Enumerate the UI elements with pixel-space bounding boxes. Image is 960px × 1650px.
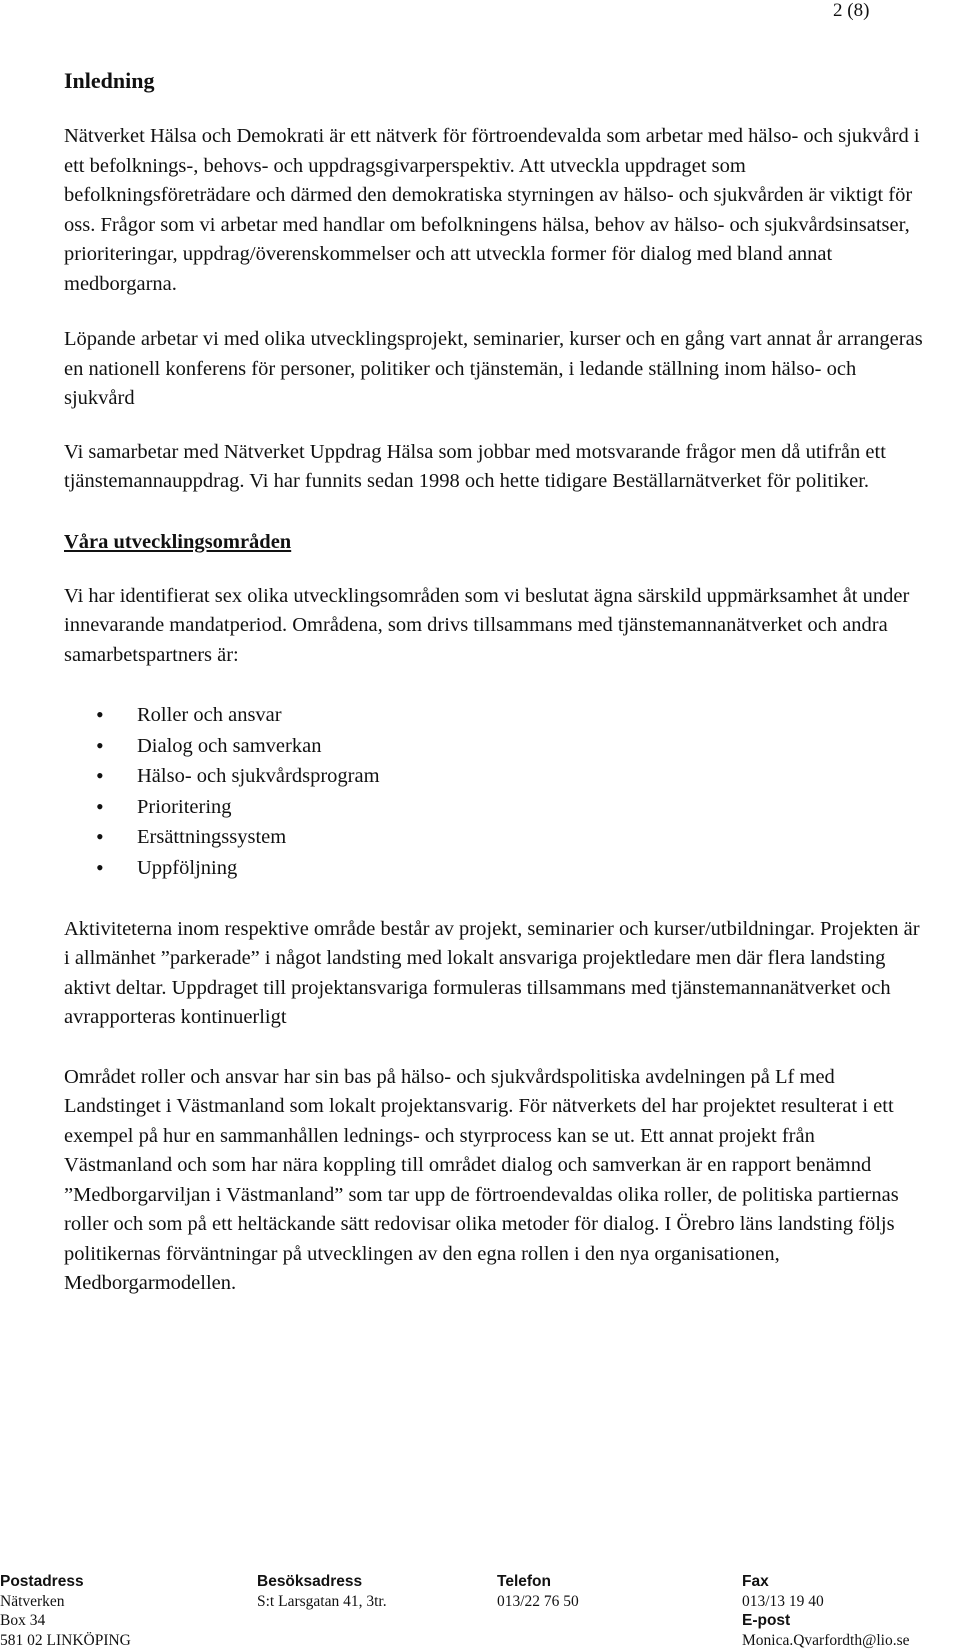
footer-postadress-line-1: Nätverken	[0, 1592, 131, 1612]
document-body	[64, 66, 924, 1323]
footer-fax-epost	[742, 1572, 910, 1650]
footer-label-epost: E-post	[742, 1611, 910, 1631]
footer-besoksadress	[257, 1572, 387, 1611]
footer-postadress-line-3: 581 02 LINKÖPING	[0, 1631, 131, 1650]
footer-besoksadress-value: S:t Larsgatan 41, 3tr.	[257, 1592, 387, 1612]
list-item: • Prioritering	[64, 792, 924, 823]
footer-label-besoksadress: Besöksadress	[257, 1572, 387, 1592]
list-item: • Roller och ansvar	[64, 700, 924, 731]
paragraph-collaboration: Vi samarbetar med Nätverket Uppdrag Hälsa som jobbar med motsvarande frågor men då utifrån ett tjänstemannauppdrag. Vi har funnits sedan 1998 och hette tidigare Beställarnätverket för politiker.	[64, 438, 924, 497]
list-item: • Uppföljning	[64, 853, 924, 884]
heading-utvecklingsomraden: Våra utvecklingsområden	[64, 527, 924, 557]
footer-telefon	[497, 1572, 579, 1611]
footer-postadress	[0, 1572, 131, 1650]
list-item: • Hälso- och sjukvårdsprogram	[64, 761, 924, 792]
paragraph-roles-responsibility: Området roller och ansvar har sin bas på hälso- och sjukvårdspolitiska avdelningen på Lf med Landstinget i Västmanland som lokalt projektansvarig. För nätverkets del har projektet resulterat i ett exempel på hur en sammanhållen lednings- och styrprocess kan se ut. Ett annat projekt från Västmanland och som har nära koppling till området dialog och samverkan är en rapport benämnd ”Medborgarviljan i Västmanland” som tar upp de förtroendevaldas olika roller, de politiska partiernas roller och som på ett heltäckande sätt redovisar olika metoder för dialog. I Örebro läns landsting följs politikernas förväntningar på utvecklingen av den egna rollen i den nya organisationen, Medborgarmodellen.	[64, 1063, 924, 1299]
footer-telefon-value: 013/22 76 50	[497, 1592, 579, 1612]
paragraph-activities: Löpande arbetar vi med olika utvecklingsprojekt, seminarier, kurser och en gång vart annat år arrangeras en nationell konferens för personer, politiker och tjänstemän, i ledande ställning inom hälso- och sjukvård	[64, 325, 924, 414]
list-item: • Ersättningssystem	[64, 822, 924, 853]
footer-label-postadress: Postadress	[0, 1572, 131, 1592]
heading-inledning: Inledning	[64, 66, 924, 96]
bullet-list-areas	[64, 700, 924, 884]
page-number: 2 (8)	[833, 0, 869, 22]
footer-label-telefon: Telefon	[497, 1572, 579, 1592]
paragraph-project-activities: Aktiviteterna inom respektive område består av projekt, seminarier och kurser/utbildningar. Projekten är i allmänhet ”parkerade” i något landsting med lokalt ansvariga projektledare men där flera landsting aktivt deltar. Uppdraget till projektansvariga formuleras tillsammans med tjänstemannanätverket och avrapporteras kontinuerligt	[64, 915, 924, 1033]
list-item: • Dialog och samverkan	[64, 731, 924, 762]
footer-postadress-line-2: Box 34	[0, 1611, 131, 1631]
paragraph-intro: Nätverket Hälsa och Demokrati är ett nätverk för förtroendevalda som arbetar med hälso- och sjukvård i ett befolknings-, behovs- och uppdragsgivarperspektiv. Att utveckla uppdraget som befolkningsföreträdare och därmed den demokratiska styrningen av hälso- och sjukvården är viktigt för oss. Frågor som vi arbetar med handlar om befolkningens hälsa, behov av hälso- och sjukvårdsinsatser, prioriteringar, uppdrag/överenskommelser och att utveckla former för dialog med bland annat medborgarna.	[64, 122, 924, 299]
footer-label-fax: Fax	[742, 1572, 910, 1592]
footer-fax-value: 013/13 19 40	[742, 1592, 910, 1612]
footer-epost-value: Monica.Qvarfordth@lio.se	[742, 1631, 910, 1650]
paragraph-areas-intro: Vi har identifierat sex olika utvecklingsområden som vi beslutat ägna särskild uppmärksamhet åt under innevarande mandatperiod. Områdena, som drivs tillsammans med tjänstemannanätverket och andra samarbetspartners är:	[64, 582, 924, 671]
